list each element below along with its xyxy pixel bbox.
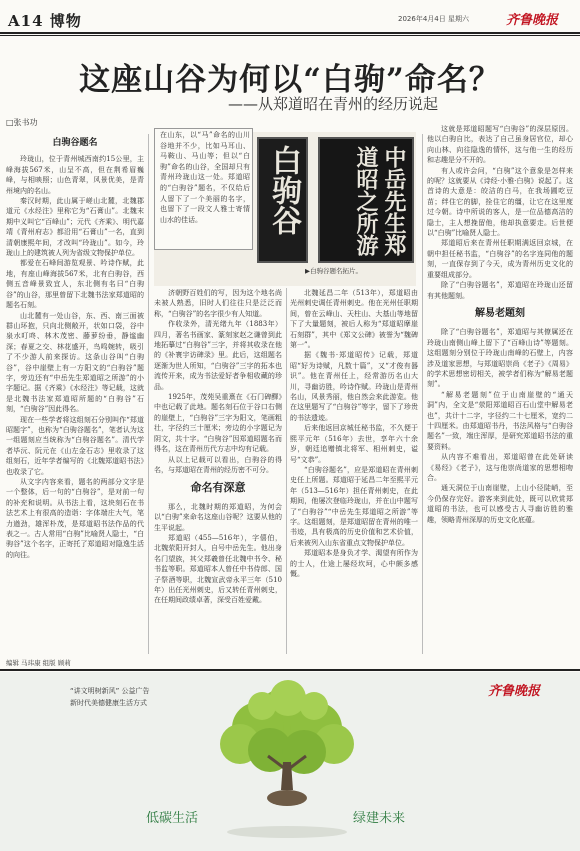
- footer-rule: [0, 669, 580, 671]
- paragraph: 玲珑山，位于青州城西南约15公里，主峰海拔567米，山呈不高，但在荆希眉巍峰，与相映照；山色青翠，风景优美，是青州境内的名山。: [6, 155, 144, 195]
- column-divider: [422, 134, 423, 654]
- column-divider: [148, 134, 149, 654]
- paragraph: 都爱在石峰间游览观景、吟诗作赋，此地，有座山峰海拔567米，北有白驹谷，西侧五音峰景致宜人，东北侧有名曰“白驹谷”的山谷，那里曾留下北魏书法家郑道昭的题名石刻。: [6, 259, 144, 310]
- article-subtitle: ——从郑道昭在青州的经历说起: [228, 95, 439, 113]
- paragraph: 从内容不难看出，郑道昭曾在此处研读《易经》《老子》，这与他崇尚道家的思想相吻合。: [427, 453, 573, 482]
- rubbing-text-inscription: 中岳先生郑道昭之所游: [353, 146, 407, 256]
- paragraph: 从文字内容来看，题名的两部分文字是一个整体，后一句的“白驹谷”，是对前一句的补充和说明。从书法上看，这块刻石在书法艺术上有很高的造诣：字体端庄大气，笔力遒劲，雄浑朴茂，是郑道昭书法作品的代表之一。古人常用“白驹”比喻贤人隐士，“白驹谷”这个名字，正寄托了郑道昭对隐逸生活的向往。: [6, 478, 144, 559]
- text-column-3: [290, 288, 418, 654]
- editors-credit: 编辑 马玮康 组版 顾莉: [6, 659, 71, 667]
- paragraph: 郑道昭（455—516年），字僖伯，北魏荥阳开封人，自号中岳先生。他出身名门望族，其父郑羲曾任北魏中书令、秘书监等职。郑道昭本人曾任中书侍郎、国子祭酒等职，北魏宣武帝永平三年（510年）出任光州刺史，后又转任青州刺史，在任期间政绩卓著，深受百姓爱戴。: [154, 533, 282, 605]
- header-rule-thin: [0, 35, 580, 36]
- ad-right-text: 绿建未来: [353, 811, 406, 826]
- paragraph: 山北麓有一处山谷，东、西、南三面被群山环抱，只向北侧敞开，状如口袋，谷中泉水叮咚、林木茂密、藤萝纷垂，静谧幽深；春夏之交、林花盛开，鸟鸣婉转，吸引了不少游人前来探访。这条山谷叫“白驹谷”，谷中崖壁上有一方阳文的“白驹谷”题字，旁边还有“中岳先生郑道昭之所游”的小字题记。据《齐乘》《水经注》等记载，这就是北魏书法家郑道昭所题的“白驹谷”石刻，“白驹谷”因此得名。: [6, 311, 144, 414]
- ground-shadow: [227, 826, 347, 838]
- image-caption: ▶白驹谷题名拓片。: [305, 267, 362, 275]
- paragraph: “解易老题刻”位于山南崖壁的“通天洞”内，全文是“荥阳郑道昭百石山堂中解易老也”，共计十二字，字径约二十七厘米，宽约二十四厘米。由郑道昭书丹，书法风格与“白驹谷题名”一致，端庄浑厚，是研究郑道昭书法的重要资料。: [427, 390, 573, 451]
- newspaper-logo: 齐鲁晚报: [506, 13, 559, 28]
- text-column-1: [6, 134, 144, 654]
- paragraph: 郑道昭本是身负才学、渴望有所作为的士人，仕途上屡经坎坷，心中颇多感慨。: [290, 549, 418, 578]
- paragraph: 作收录外，清光绪九年（1883年）四月，著名书画家、篆刻家赵之谦曾到此地拓摹过“白驹谷”三字，并将其收录在他的《补寰宇访碑录》里。此后，这组题名逐渐为世人所知，“白驹谷”三字的拓本也流传开来，成为书法爱好者争相收藏的珍品。: [154, 320, 282, 391]
- root-ball: [267, 790, 307, 806]
- section-heading: 命名有深意: [190, 481, 246, 495]
- rubbing-image-inscription: [318, 137, 414, 263]
- paragraph: 后来他返回京城任秘书监，不久便于熙平元年（516年）去世，享年六十余岁，朝廷追赠镇北将军、相州刺史，谥号“文恭”。: [290, 424, 418, 464]
- paragraph: 从以上记载可以看出，白驹谷的得名，与郑道昭在青州的经历密不可分。: [154, 455, 282, 474]
- section-label: A14 博物: [8, 12, 82, 30]
- paragraph: 除了“白驹谷题名”，郑道昭在玲珑山还留有其他题刻。: [427, 281, 573, 300]
- column-divider: [286, 288, 287, 654]
- rubbing-image-baiju: [257, 137, 308, 263]
- text-column-4: [427, 124, 573, 654]
- paragraph: “白驹谷题名”，应是郑道昭在青州刺史任上所题。郑道昭于延昌二年至熙平元年（513—516年）担任青州刺史，在此期间，他屡次登临玲珑山，并在山中题写了“白驹谷”“中岳先生郑道昭之所游”等字。这组题刻，是郑道昭留在青州的唯一书迹，具有极高的历史价值和艺术价值，后来被列入山东省重点文物保护单位。: [290, 465, 418, 547]
- paragraph: 有人或许会问，“白驹”这个意象是怎样来的呢？这就要从《诗经·小雅·白驹》说起了。这首诗的大意是：皎洁的白马，在我场圃吃豆苗；绊住它的脚，拴住它的缰，让它在这里度过今朝。诗中所说的客人，是一位品德高洁的隐士，主人想挽留他，他却执意要走。后世便以“白驹”比喻贤人隐士。: [427, 166, 573, 238]
- rubbing-text-baiju: 白驹谷: [266, 145, 301, 235]
- section-heading: 解易老题刻: [475, 307, 525, 319]
- section-heading: 白驹谷题名: [52, 138, 98, 148]
- paragraph: 那么，北魏时期的郑道昭，为何会以“白驹”来命名这座山谷呢？这要从他的生平说起。: [154, 502, 282, 532]
- paragraph: 秦汉时期，此山属于嵯山北麓，北魏郡道元《水经注》里称它为“石膏山”。北魏末期中义叫它“百峰山”；元代《齐乘》、明代嘉靖《青州府志》都沿用“石膏山”一名，直到清朝康熙年间，才改叫“玲珑山”。如今，玲珑山上的建筑被人列为省级文物保护单位。: [6, 197, 144, 258]
- paragraph: 据《魏书·郑道昭传》记载，郑道昭“好为诗赋，凡数十篇”，又“才俊有器识”。他在青州任上，经常游历名山大川，寻幽访胜，吟诗作赋。玲珑山是青州名山，风景秀丽，他自然会来此游览。他在这里题写了“白驹谷”等字，留下了珍贵的书法遗迹。: [290, 351, 418, 422]
- caption-box-text: 在山东，以“马”命名的山川谷地并不少，比如马耳山、马鞍山、马山等；但以“白驹”命名的山谷，全国却只有青州玲珑山这一处。郑道昭的“白驹谷”题名，不仅给后人留下了一个美丽的名字，也留下了一段文人雅士寄情山水的佳话。: [160, 131, 250, 224]
- issue-date: 2026年4月4日 星期六: [398, 15, 469, 23]
- paragraph: 除了“白驹谷题名”，郑道昭与其僚属还在玲珑山南侧山峰上留下了“百峰山诗”等题刻。这组题刻分别位于玲珑山南峰的石壁上，内容涉及道家思想，与郑道昭崇尚《老子》《周易》的学术思想密切相关，被学者们称为“解易老题刻”。: [427, 328, 573, 389]
- article-title: 这座山谷为何以“白驹”命名？: [79, 62, 501, 98]
- ad-slogan-1: “讲文明树新风” 公益广告: [70, 687, 150, 695]
- paragraph: 通天洞位于山南崖壁，上山小径陡峭，至今仍保存完好。游客来到此处，既可以欣赏郑道昭的书法，也可以感受古人寻幽访胜的雅趣，领略青州深厚的历史文化底蕴。: [427, 484, 573, 524]
- ad-left-text: 低碳生活: [146, 811, 199, 826]
- ad-newspaper-logo: 齐鲁晚报: [488, 684, 541, 699]
- paragraph: 这就是郑道昭题写“白驹谷”的深层原因。他以白驹自比，表达了自己虽身居官位，却心向山林、向往隐逸的情怀，这与他一生的经历和志趣是分不开的。: [427, 125, 573, 165]
- article-byline: □张书功: [6, 118, 38, 127]
- ad-slogan-2: 新时代美德健康生活方式: [70, 699, 147, 707]
- header-rule: [0, 32, 580, 34]
- paragraph: 北魏延昌二年（513年），郑道昭由光州刺史调任青州刺史。他在光州任职期间，曾在云峰山、天柱山、大基山等地留下了大量题刻，被后人称为“郑道昭摩崖石刻群”，其中《郑文公碑》被誉为“魏碑第一”。: [290, 289, 418, 350]
- paragraph: 济朝野百姓们的写，因为这个地名尚未被人熟悉，旧时人们往往只是泛泛而称，“白驹谷”的名字很少有人知道。: [154, 289, 282, 318]
- paragraph: 现在一些学者将这组刻石分别叫作“郑道昭题字”，也称为“白驹谷题名”，笔者认为这一组题刻应当统称为“白驹谷题名”。清代学者毕沅、阮元在《山左金石志》里收录了这组刻石，近年学者编写的《北魏郑道昭书法》也收录了它。: [6, 415, 144, 476]
- paragraph: 郑道昭后来在青州任职期满返回京城，在朝中担任秘书监，“白驹谷”的名字连同他的题刻，一直保存到了今天，成为青州历史文化的重要组成部分。: [427, 239, 573, 279]
- paragraph: 1925年，茂苑吴重熹在《石门碑醳》中也记载了此地。题名刻石位于谷口右侧的崖壁上，“白驹谷”三字为阳文，笔画粗壮，字径约三十厘米；旁边的小字题记为阴文，共十字。“白驹谷”因郑道昭题名而得名，这在青州历代方志中均有记载。: [154, 393, 282, 454]
- text-column-2: [154, 288, 282, 654]
